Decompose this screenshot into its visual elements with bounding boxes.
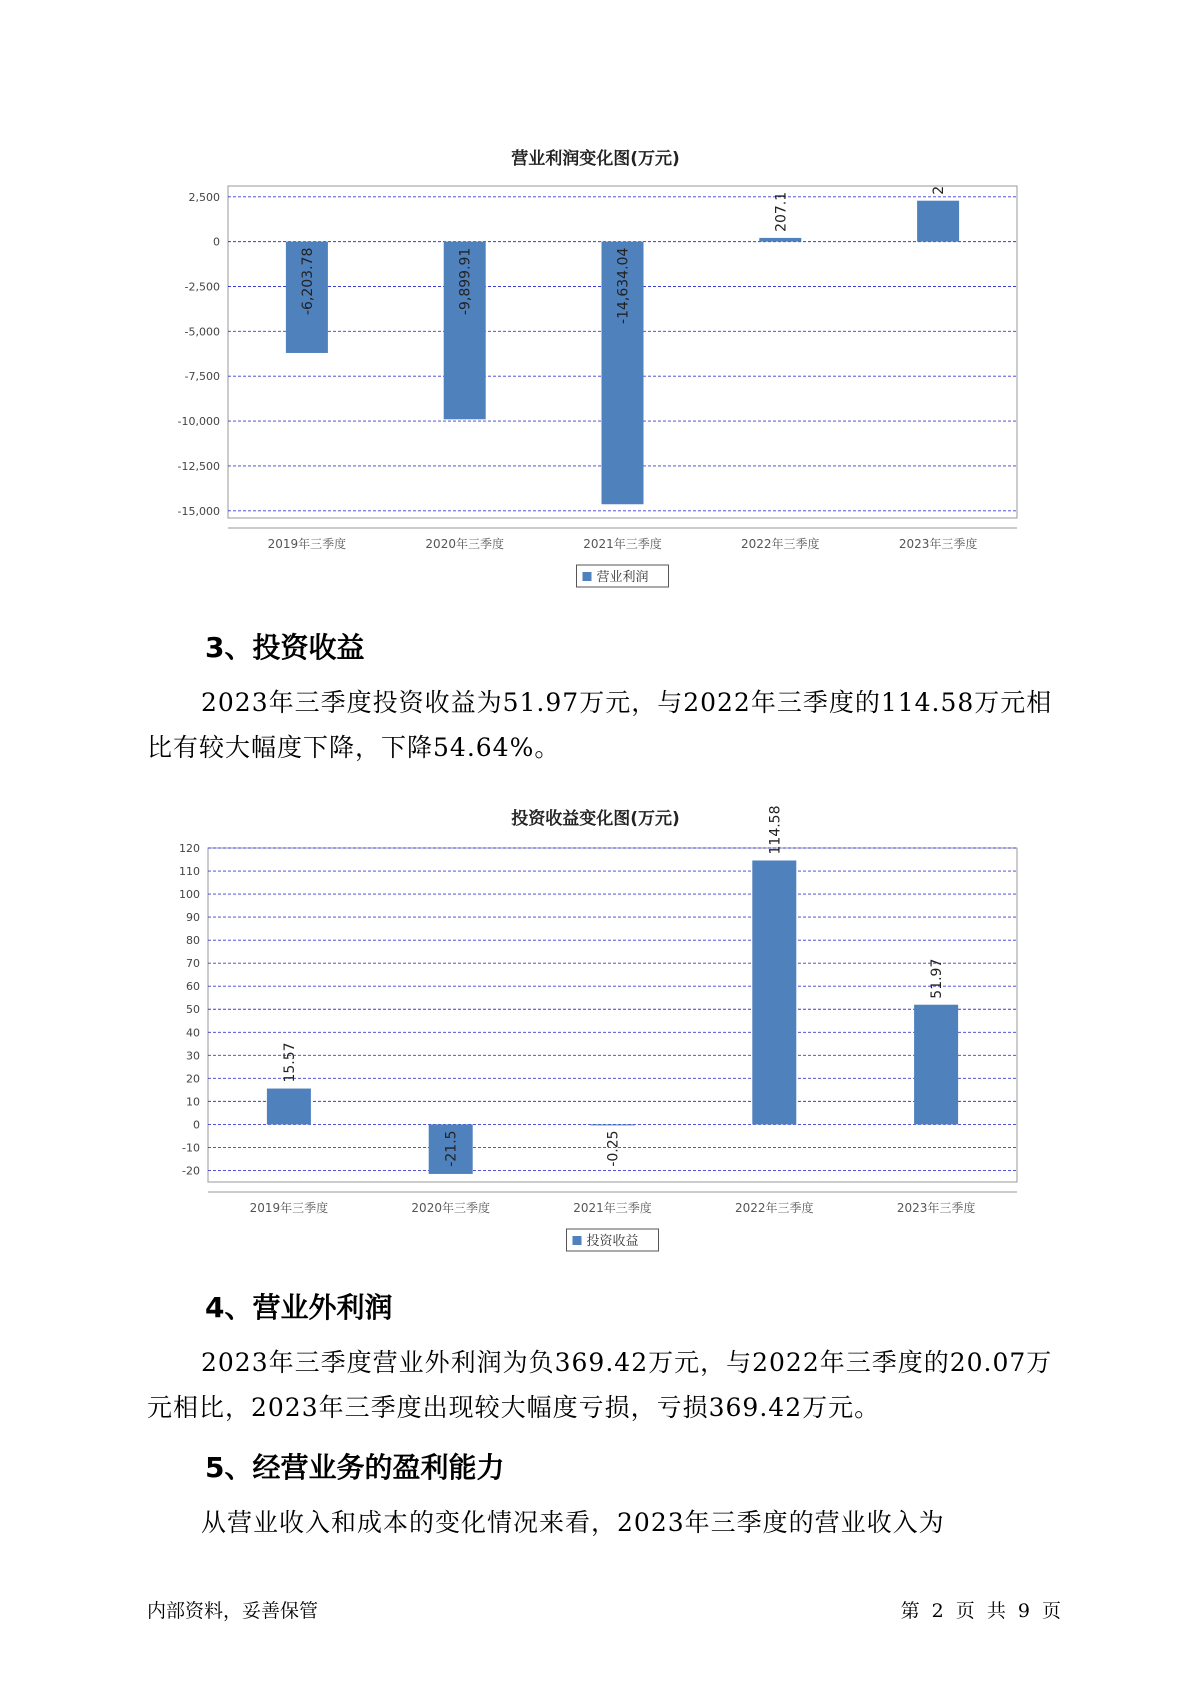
data-label: -14,634.04 — [615, 247, 632, 324]
y-tick-label: -12,500 — [177, 459, 220, 473]
x-tick-label: 2021年三季度 — [573, 1201, 652, 1215]
y-tick-label: 20 — [186, 1072, 200, 1086]
data-label: 51.97 — [929, 958, 946, 999]
data-label: 207.1 — [773, 191, 790, 232]
data-label: 15.57 — [281, 1042, 298, 1083]
y-tick-label: 2,500 — [188, 190, 220, 204]
y-tick-label: 60 — [186, 980, 200, 994]
x-tick-label: 2021年三季度 — [583, 537, 662, 551]
data-label: -9,899.91 — [457, 247, 474, 316]
operating-profit-chart — [0, 170, 1191, 590]
data-label: 2 — [931, 185, 948, 195]
x-tick-label: 2023年三季度 — [896, 1201, 976, 1215]
y-tick-label: 70 — [186, 957, 200, 971]
section-5-heading: 5、经营业务的盈利能力 — [205, 1451, 505, 1484]
y-tick-label: 80 — [186, 934, 200, 948]
data-label: 114.58 — [767, 805, 784, 855]
section-3-paragraph: 2023年三季度投资收益为51.97万元，与2022年三季度的114.58万元相比有较大幅度下降，下降54.64%。 — [147, 688, 1053, 762]
y-tick-label: -10,000 — [177, 415, 220, 429]
x-tick-label: 2019年三季度 — [249, 1201, 329, 1215]
x-tick-label: 2019年三季度 — [267, 537, 347, 551]
bar — [267, 1089, 311, 1125]
y-tick-label: 50 — [186, 1003, 200, 1017]
y-tick-label: 10 — [186, 1095, 200, 1109]
bar — [759, 238, 801, 242]
x-tick-label: 2023年三季度 — [898, 537, 978, 551]
section-3-heading: 3、投资收益 — [205, 631, 365, 664]
y-tick-label: -15,000 — [177, 504, 220, 518]
x-tick-label: 2020年三季度 — [425, 537, 504, 551]
y-tick-label: 30 — [186, 1049, 200, 1063]
legend-swatch — [583, 572, 592, 581]
data-label: -0.25 — [605, 1130, 622, 1167]
y-tick-label: -5,000 — [184, 325, 220, 339]
y-tick-label: -10 — [182, 1141, 200, 1155]
bar — [914, 1005, 958, 1125]
footer-confidential-note: 内部资料，妥善保管 — [147, 1600, 319, 1622]
section-5-paragraph: 从营业收入和成本的变化情况来看，2023年三季度的营业收入为 — [201, 1508, 945, 1537]
y-tick-label: -2,500 — [184, 280, 220, 294]
bar — [591, 1124, 635, 1125]
chart2-title: 投资收益变化图(万元) — [511, 809, 680, 829]
legend-swatch — [573, 1236, 582, 1245]
footer-page-number: 第 2 页 共 9 页 — [900, 1600, 1061, 1622]
y-tick-label: 0 — [213, 235, 220, 249]
x-tick-label: 2022年三季度 — [735, 1201, 814, 1215]
legend-label: 投资收益 — [586, 1234, 639, 1249]
x-tick-label: 2022年三季度 — [741, 537, 820, 551]
y-tick-label: 120 — [179, 842, 200, 855]
bar — [752, 860, 796, 1124]
y-tick-label: 100 — [179, 888, 200, 902]
y-tick-label: 110 — [179, 865, 200, 879]
y-tick-label: 90 — [186, 911, 200, 925]
x-tick-label: 2020年三季度 — [411, 1201, 490, 1215]
data-label: -6,203.78 — [299, 247, 316, 316]
section-4-paragraph: 2023年三季度营业外利润为负369.42万元，与2022年三季度的20.07万元相比，2023年三季度出现较大幅度亏损，亏损369.42万元。 — [147, 1348, 1053, 1422]
chart1-title: 营业利润变化图(万元) — [511, 149, 680, 169]
data-label: -21.5 — [443, 1130, 460, 1167]
y-tick-label: 0 — [193, 1118, 200, 1132]
y-tick-label: -7,500 — [184, 370, 220, 384]
y-tick-label: 40 — [186, 1026, 200, 1040]
section-4-heading: 4、营业外利润 — [205, 1291, 393, 1324]
bar — [917, 201, 959, 242]
legend-label: 营业利润 — [596, 570, 649, 585]
y-tick-label: -20 — [182, 1164, 200, 1178]
